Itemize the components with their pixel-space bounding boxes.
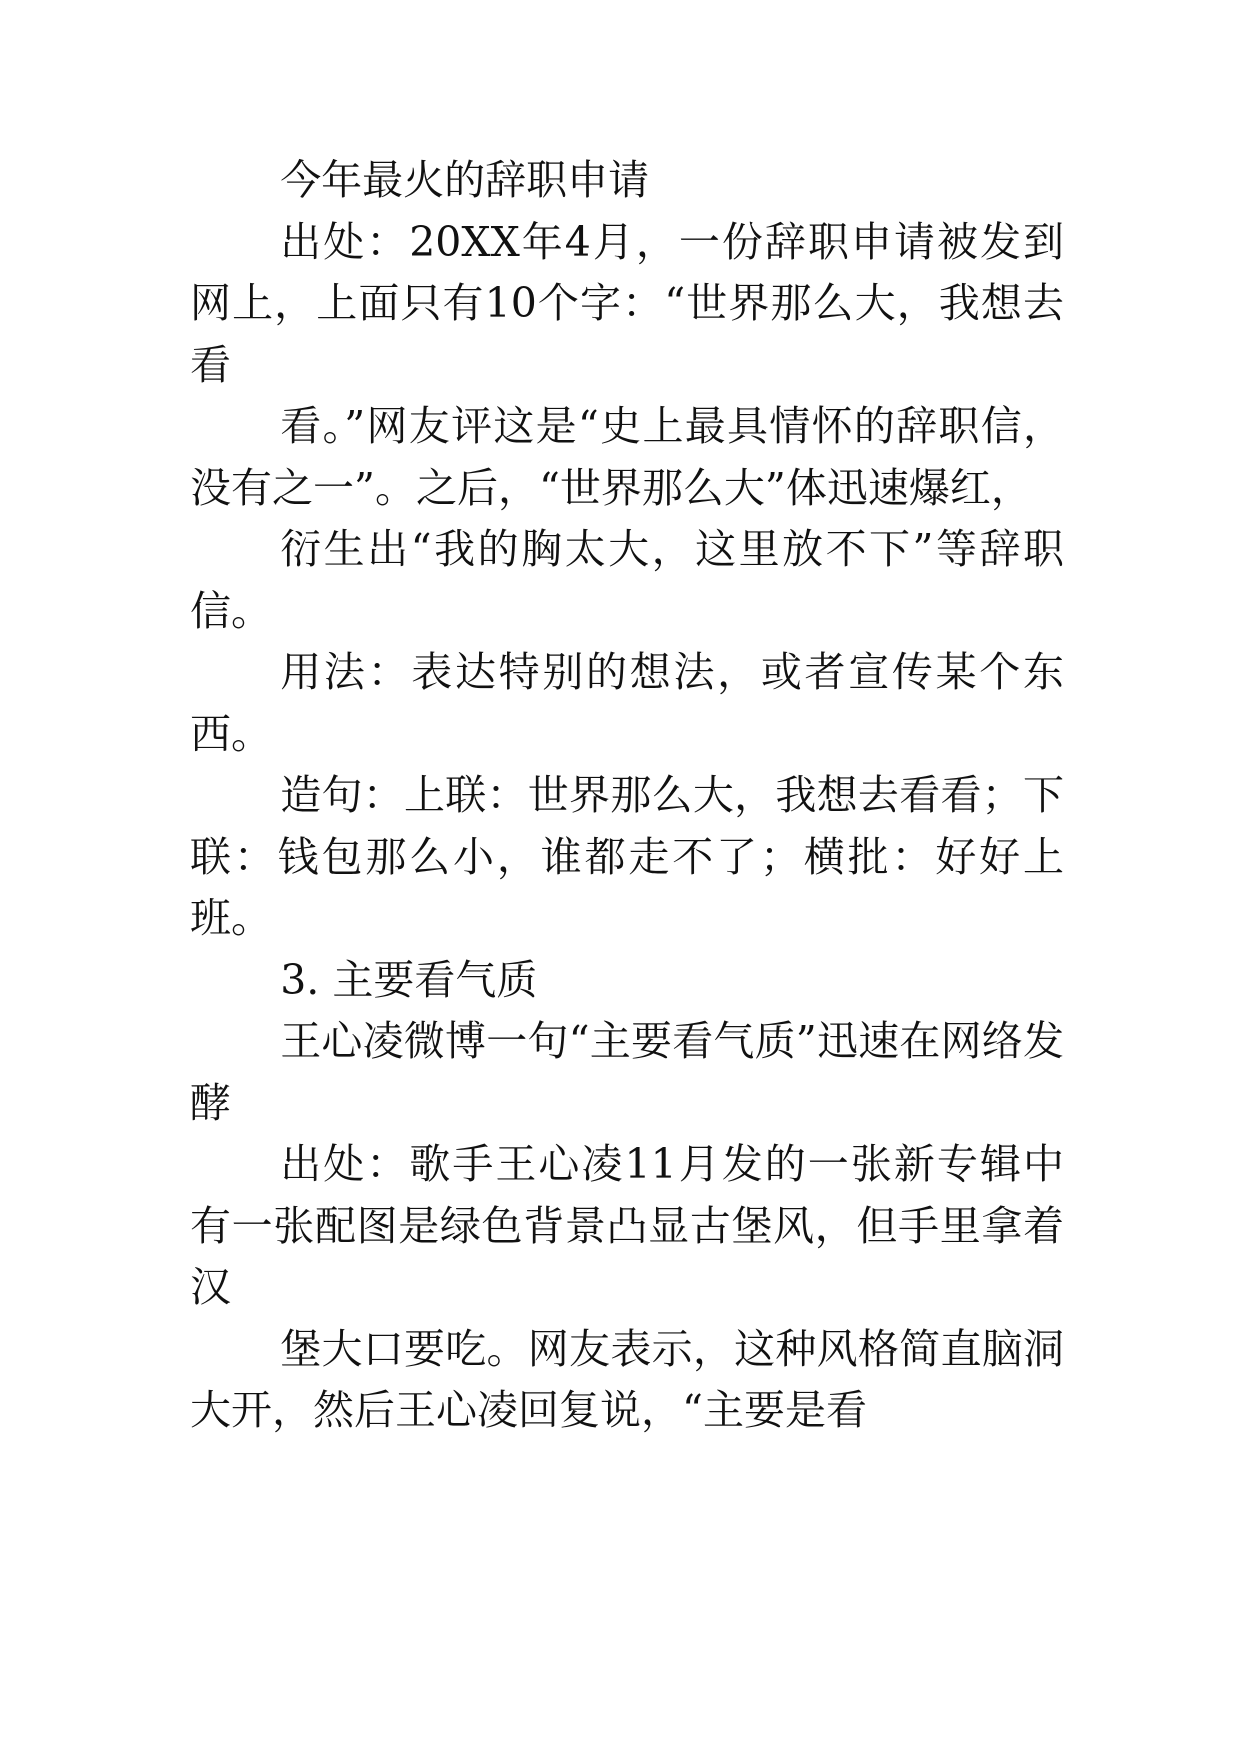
paragraph-derivatives: 衍生出“我的胸太大，这里放不下”等辞职信。	[190, 525, 1064, 635]
paragraph-netizen-reaction: 堡大口要吃。网友表示，这种风格简直脑洞大开，然后王心凌回复说，“主要是看	[190, 1324, 1064, 1434]
paragraph-usage: 用法：表达特别的想法，或者宣传某个东西。	[190, 648, 1064, 758]
paragraph-weibo-spread: 王心凌微博一句“主要看气质”迅速在网络发酵	[190, 1017, 1064, 1127]
paragraph-netizen-comment: 看。”网友评这是“史上最具情怀的辞职信，没有之一”。之后，“世界那么大”体迅速爆红，	[190, 402, 1064, 512]
paragraph-example-couplet: 造句：上联：世界那么大，我想去看看；下联：钱包那么小，谁都走不了；横批：好好上班。	[190, 771, 1064, 942]
document-body	[190, 150, 1064, 1442]
paragraph-source-resignation: 出处：20XX年4月，一份辞职申请被发到网上，上面只有10个字：“世界那么大，我想去看	[190, 217, 1064, 389]
paragraph-heading-resignation: 今年最火的辞职申请	[280, 156, 650, 204]
paragraph-heading-temperament: 3. 主要看气质	[280, 955, 538, 1004]
paragraph-source-album: 出处：歌手王心凌11月发的一张新专辑中有一张配图是绿色背景凸显古堡风，但手里拿着汉	[190, 1140, 1064, 1311]
